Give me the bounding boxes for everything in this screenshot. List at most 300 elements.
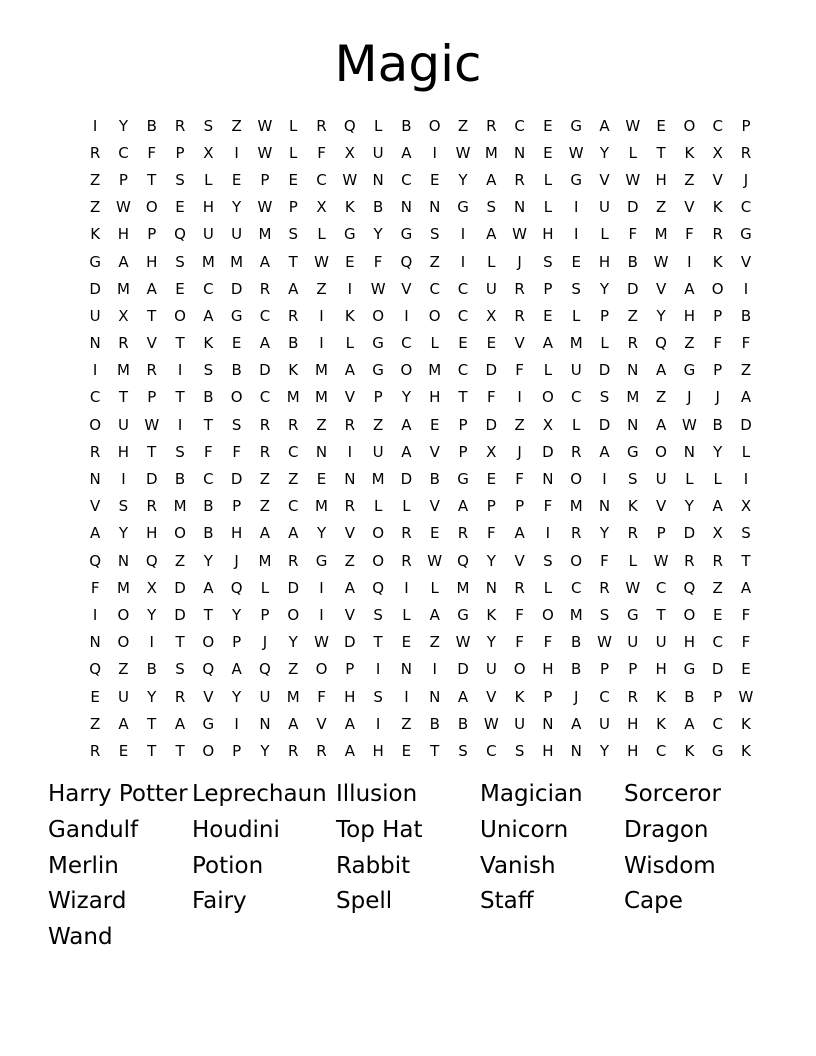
grid-letter: U <box>655 470 667 489</box>
grid-letter: E <box>543 116 553 135</box>
grid-letter: F <box>317 687 326 706</box>
grid-letter: Y <box>684 497 694 516</box>
grid-letter: E <box>175 198 185 217</box>
grid-letter: F <box>147 143 157 162</box>
grid-letter: D <box>485 415 498 434</box>
grid-letter: S <box>599 388 610 407</box>
grid-letter: I <box>432 660 437 679</box>
grid-letter: E <box>571 252 581 271</box>
grid-letter: Z <box>740 361 752 380</box>
grid-letter: G <box>457 470 469 489</box>
grid-letter: E <box>543 306 553 325</box>
grid-letter: T <box>175 388 185 407</box>
grid-letter: A <box>146 279 157 298</box>
grid-letter: P <box>260 605 270 624</box>
grid-letter: W <box>625 578 641 597</box>
grid-row <box>81 275 760 302</box>
grid-letter: C <box>712 633 723 652</box>
grid-letter: V <box>429 497 440 516</box>
grid-letter: J <box>517 442 522 461</box>
grid-letter: I <box>149 633 154 652</box>
grid-letter: E <box>231 334 242 353</box>
grid-letter: A <box>486 225 497 244</box>
grid-letter: C <box>712 714 723 733</box>
grid-letter: D <box>145 470 158 489</box>
grid-letter: K <box>514 687 525 706</box>
grid-letter: N <box>89 633 101 652</box>
grid-letter: K <box>741 714 751 733</box>
grid-letter: R <box>627 687 638 706</box>
grid-letter: X <box>344 143 355 162</box>
grid-letter: F <box>515 361 524 380</box>
word-item: Potion <box>192 852 264 879</box>
grid-letter: D <box>627 198 639 217</box>
grid-letter: R <box>401 551 412 570</box>
grid-letter: I <box>687 252 692 271</box>
grid-letter: O <box>287 605 300 624</box>
grid-letter: J <box>687 388 692 407</box>
grid-letter: B <box>457 714 469 733</box>
grid-letter: Z <box>174 551 186 570</box>
grid-letter: E <box>741 660 751 679</box>
word-item: Leprechaun <box>192 781 327 807</box>
grid-letter: G <box>457 605 469 624</box>
grid-letter: T <box>175 741 185 760</box>
grid-letter: D <box>457 660 469 679</box>
grid-letter: C <box>203 470 214 489</box>
grid-letter: Y <box>288 633 298 652</box>
grid-letter: M <box>428 361 442 380</box>
grid-letter: S <box>741 524 751 543</box>
grid-letter: M <box>569 497 583 516</box>
grid-letter: D <box>627 279 639 298</box>
grid-letter: R <box>514 578 525 597</box>
word-item: Sorceror <box>624 781 721 807</box>
grid-letter: N <box>315 442 328 461</box>
grid-letter: P <box>232 497 242 516</box>
grid-letter: W <box>427 551 443 570</box>
grid-letter: W <box>342 170 358 189</box>
grid-letter: V <box>599 170 610 189</box>
grid-letter: P <box>515 497 525 516</box>
word-item: Staff <box>480 888 534 915</box>
grid-letter: N <box>570 741 582 760</box>
grid-letter: N <box>259 714 271 733</box>
grid-letter: H <box>117 225 130 244</box>
grid-row <box>81 629 760 656</box>
grid-letter: S <box>373 687 383 706</box>
grid-letter: V <box>712 170 723 189</box>
grid-letter: E <box>656 116 666 135</box>
grid-letter: F <box>232 442 241 461</box>
grid-letter: A <box>457 497 469 516</box>
grid-row <box>81 221 760 248</box>
grid-letter: I <box>92 605 98 624</box>
grid-letter: X <box>542 415 554 434</box>
grid-letter: G <box>711 741 724 760</box>
word-item: Unicorn <box>480 816 569 843</box>
grid-letter: R <box>514 306 525 325</box>
grid-letter: G <box>202 714 215 733</box>
grid-letter: A <box>259 252 271 271</box>
grid-letter: T <box>147 741 157 760</box>
grid-letter: H <box>683 306 696 325</box>
grid-letter: P <box>713 306 723 325</box>
grid-letter: S <box>175 170 185 189</box>
grid-letter: P <box>260 170 270 189</box>
word-item: Wizard <box>48 888 127 915</box>
grid-letter: V <box>655 497 667 516</box>
grid-letter: U <box>372 442 384 461</box>
grid-letter: Y <box>147 687 157 706</box>
grid-row <box>81 248 760 275</box>
grid-letter: C <box>118 143 129 162</box>
grid-letter: C <box>740 198 752 217</box>
grid-letter: V <box>316 714 327 733</box>
grid-letter: L <box>543 578 553 597</box>
grid-letter: C <box>401 334 412 353</box>
grid-letter: I <box>573 225 579 244</box>
grid-letter: R <box>174 116 186 135</box>
grid-letter: F <box>373 252 383 271</box>
grid-letter: N <box>542 470 554 489</box>
grid-letter: R <box>599 578 610 597</box>
grid-letter: Z <box>259 470 271 489</box>
grid-letter: H <box>542 741 554 760</box>
grid-letter: E <box>429 524 440 543</box>
grid-letter: V <box>740 252 752 271</box>
grid-letter: C <box>203 279 214 298</box>
grid-letter: L <box>260 578 270 597</box>
grid-letter: B <box>712 415 723 434</box>
grid-letter: C <box>316 170 327 189</box>
grid-letter: P <box>147 388 157 407</box>
grid-letter: C <box>486 741 497 760</box>
grid-letter: A <box>457 687 469 706</box>
grid-letter: Z <box>429 252 440 271</box>
grid-letter: Q <box>343 116 356 135</box>
grid-letter: I <box>432 143 437 162</box>
grid-letter: K <box>741 741 751 760</box>
grid-letter: P <box>345 660 355 679</box>
grid-letter: T <box>175 334 185 353</box>
grid-letter: E <box>486 470 497 489</box>
grid-letter: Q <box>174 225 186 244</box>
grid-letter: O <box>541 388 554 407</box>
grid-letter: Z <box>429 633 440 652</box>
grid-letter: A <box>712 497 723 516</box>
grid-letter: U <box>89 306 101 325</box>
grid-letter: W <box>597 633 612 652</box>
grid-letter: H <box>117 442 130 461</box>
grid-letter: L <box>572 415 581 434</box>
grid-letter: P <box>118 170 128 189</box>
grid-letter: A <box>288 714 299 733</box>
grid-letter: K <box>712 252 723 271</box>
grid-letter: Y <box>486 633 496 652</box>
grid-letter: M <box>315 388 328 407</box>
grid-letter: Y <box>458 170 468 189</box>
grid-letter: R <box>712 551 723 570</box>
letter-grid <box>81 112 760 765</box>
grid-letter: F <box>741 334 751 353</box>
grid-letter: S <box>543 551 553 570</box>
grid-letter: K <box>203 334 214 353</box>
grid-letter: B <box>571 660 582 679</box>
grid-letter: M <box>569 334 583 353</box>
grid-letter: D <box>344 633 356 652</box>
grid-letter: W <box>116 198 131 217</box>
grid-letter: W <box>314 633 329 652</box>
grid-letter: G <box>683 361 696 380</box>
grid-letter: B <box>203 524 214 543</box>
grid-letter: N <box>513 143 526 162</box>
grid-letter: C <box>457 306 469 325</box>
grid-letter: R <box>570 524 582 543</box>
grid-letter: U <box>599 714 610 733</box>
grid-letter: S <box>458 741 468 760</box>
grid-letter: G <box>626 605 639 624</box>
grid-letter: I <box>573 198 579 217</box>
grid-letter: T <box>656 605 666 624</box>
grid-letter: Q <box>89 551 102 570</box>
grid-letter: F <box>600 551 609 570</box>
grid-letter: V <box>486 687 497 706</box>
grid-letter: H <box>230 524 243 543</box>
grid-letter: C <box>457 279 469 298</box>
grid-letter: I <box>545 524 551 543</box>
grid-letter: L <box>628 143 637 162</box>
grid-letter: H <box>429 388 441 407</box>
grid-letter: C <box>89 388 101 407</box>
grid-letter: R <box>344 497 356 516</box>
grid-letter: I <box>319 306 324 325</box>
grid-letter: O <box>117 605 130 624</box>
grid-letter: A <box>231 660 242 679</box>
grid-letter: Z <box>372 415 384 434</box>
grid-letter: W <box>455 143 471 162</box>
grid-letter: I <box>234 143 239 162</box>
grid-letter: O <box>428 306 441 325</box>
grid-letter: T <box>203 415 213 434</box>
grid-letter: J <box>715 388 720 407</box>
grid-letter: T <box>147 442 157 461</box>
grid-letter: T <box>373 633 383 652</box>
grid-letter: M <box>654 225 668 244</box>
grid-letter: M <box>230 252 244 271</box>
grid-letter: W <box>455 633 471 652</box>
word-item: Merlin <box>48 852 119 879</box>
grid-letter: Q <box>202 660 215 679</box>
grid-letter: Q <box>372 578 385 597</box>
grid-letter: M <box>258 225 272 244</box>
grid-letter: S <box>429 225 440 244</box>
grid-letter: M <box>456 578 470 597</box>
grid-letter: V <box>344 524 355 543</box>
grid-letter: U <box>570 361 582 380</box>
grid-letter: Y <box>232 198 242 217</box>
grid-letter: A <box>401 143 412 162</box>
grid-row <box>81 330 760 357</box>
grid-letter: M <box>484 143 498 162</box>
grid-letter: O <box>202 633 215 652</box>
grid-letter: H <box>344 687 356 706</box>
grid-letter: Y <box>232 605 242 624</box>
grid-letter: B <box>627 252 638 271</box>
word-item: Wand <box>48 924 113 950</box>
grid-letter: P <box>599 660 610 679</box>
grid-letter: C <box>712 116 723 135</box>
word-item: Houdini <box>192 816 280 843</box>
grid-letter: A <box>684 279 695 298</box>
grid-letter: T <box>741 551 751 570</box>
grid-letter: D <box>174 578 186 597</box>
grid-letter: R <box>316 116 327 135</box>
grid-letter: I <box>404 306 409 325</box>
grid-letter: L <box>487 252 496 271</box>
grid-letter: A <box>429 605 440 624</box>
grid-letter: B <box>372 198 384 217</box>
grid-letter: F <box>204 442 213 461</box>
grid-letter: Z <box>401 714 412 733</box>
word-item: Rabbit <box>336 852 411 879</box>
grid-letter: H <box>598 252 611 271</box>
grid-letter: J <box>234 551 239 570</box>
grid-letter: H <box>627 714 639 733</box>
grid-letter: Z <box>259 497 271 516</box>
grid-letter: K <box>684 741 695 760</box>
grid-letter: R <box>259 279 271 298</box>
word-item: Cape <box>624 888 683 915</box>
grid-letter: N <box>89 470 101 489</box>
grid-letter: W <box>568 143 584 162</box>
grid-letter: B <box>288 334 299 353</box>
grid-letter: W <box>512 225 528 244</box>
grid-letter: V <box>203 687 214 706</box>
grid-letter: I <box>375 660 381 679</box>
grid-letter: J <box>517 252 522 271</box>
grid-letter: R <box>89 741 101 760</box>
grid-letter: I <box>177 361 183 380</box>
grid-letter: M <box>286 388 300 407</box>
grid-letter: A <box>655 361 667 380</box>
grid-letter: P <box>147 225 157 244</box>
grid-letter: Y <box>118 116 129 135</box>
grid-letter: F <box>515 605 524 624</box>
grid-row <box>81 139 760 166</box>
grid-letter: C <box>429 279 440 298</box>
grid-letter: C <box>457 361 469 380</box>
grid-letter: Q <box>230 578 243 597</box>
grid-letter: R <box>740 143 752 162</box>
grid-letter: N <box>542 714 554 733</box>
grid-letter: F <box>628 225 638 244</box>
grid-letter: T <box>203 605 213 624</box>
grid-letter: G <box>683 660 696 679</box>
grid-letter: P <box>543 687 553 706</box>
grid-letter: T <box>288 252 298 271</box>
grid-letter: S <box>288 225 298 244</box>
grid-letter: R <box>514 170 525 189</box>
grid-letter: N <box>683 442 695 461</box>
grid-letter: R <box>259 442 271 461</box>
grid-letter: T <box>175 633 185 652</box>
grid-letter: R <box>288 741 299 760</box>
grid-letter: T <box>430 741 440 760</box>
grid-letter: O <box>428 116 441 135</box>
word-item: Gandulf <box>48 816 139 843</box>
grid-letter: A <box>259 524 271 543</box>
grid-letter: R <box>118 334 129 353</box>
grid-letter: P <box>741 116 751 135</box>
grid-row <box>81 465 760 492</box>
grid-letter: P <box>458 442 468 461</box>
grid-letter: G <box>457 198 469 217</box>
grid-letter: S <box>628 470 638 489</box>
grid-letter: L <box>402 605 411 624</box>
grid-letter: A <box>344 714 355 733</box>
grid-letter: Y <box>232 687 242 706</box>
grid-letter: P <box>458 415 468 434</box>
grid-letter: F <box>741 605 751 624</box>
grid-letter: P <box>656 524 666 543</box>
grid-letter: P <box>175 143 185 162</box>
grid-letter: E <box>429 415 440 434</box>
grid-letter: O <box>655 442 667 461</box>
grid-letter: L <box>628 551 637 570</box>
grid-letter: E <box>345 252 355 271</box>
grid-letter: I <box>460 225 466 244</box>
grid-letter: O <box>230 388 243 407</box>
grid-letter: N <box>344 470 356 489</box>
grid-letter: S <box>599 605 610 624</box>
grid-letter: H <box>627 741 639 760</box>
grid-letter: Z <box>344 551 355 570</box>
grid-letter: O <box>174 306 186 325</box>
grid-letter: U <box>259 687 271 706</box>
grid-letter: D <box>711 660 724 679</box>
grid-letter: B <box>203 497 214 516</box>
grid-letter: K <box>627 497 638 516</box>
grid-letter: C <box>259 306 271 325</box>
grid-row <box>81 493 760 520</box>
grid-letter: F <box>515 470 524 489</box>
grid-letter: V <box>429 442 440 461</box>
grid-row <box>81 547 760 574</box>
grid-letter: H <box>542 225 554 244</box>
grid-letter: T <box>656 143 666 162</box>
grid-letter: Q <box>683 578 696 597</box>
grid-letter: L <box>373 497 383 516</box>
grid-letter: A <box>486 170 497 189</box>
grid-letter: R <box>259 415 271 434</box>
word-item: Top Hat <box>336 816 423 843</box>
grid-letter: K <box>656 687 666 706</box>
grid-letter: U <box>117 415 129 434</box>
grid-letter: E <box>429 170 440 189</box>
grid-letter: K <box>344 198 355 217</box>
grid-letter: S <box>118 497 129 516</box>
grid-letter: A <box>401 415 412 434</box>
grid-letter: S <box>203 361 214 380</box>
grid-letter: B <box>146 660 157 679</box>
grid-letter: I <box>92 116 98 135</box>
grid-row <box>81 112 760 139</box>
grid-letter: X <box>712 143 723 162</box>
grid-letter: E <box>486 334 497 353</box>
word-item: Wisdom <box>624 852 716 879</box>
grid-letter: O <box>89 415 102 434</box>
